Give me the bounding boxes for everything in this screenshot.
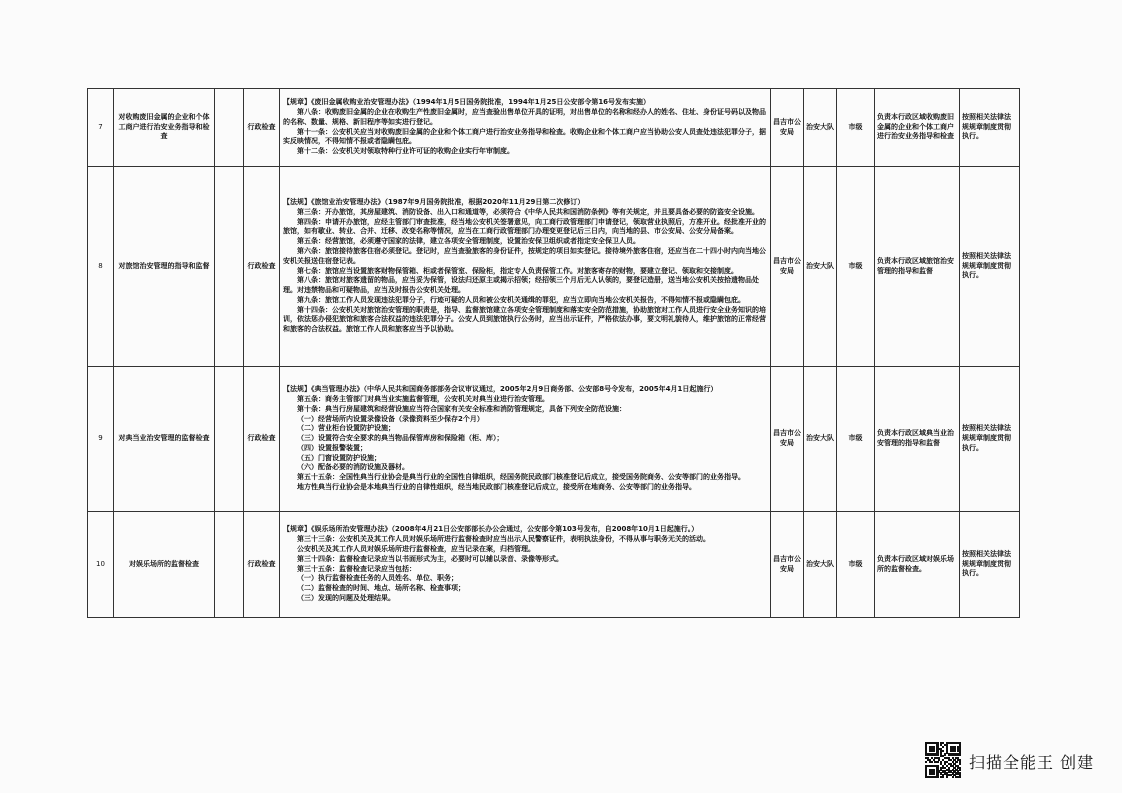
- implementing-subject-cell: 昌吉市公安局: [771, 167, 804, 367]
- level-cell: 市级: [837, 89, 875, 167]
- legal-basis-clause: 第六条：旅馆接待旅客住宿必须登记。登记时，应当查验旅客的身份证件，按规定的项目如实登记。接待境外旅客住宿，还应当在二十四小时内向当地公安机关报送住宿登记表。: [283, 246, 766, 265]
- legal-basis-clause: 第九条：旅馆工作人员发现违法犯罪分子，行迹可疑的人员和被公安机关通缉的罪犯，应当立即向当地公安机关报告，不得知情不报或隐瞒包庇。: [297, 295, 745, 304]
- legal-basis-clause: 第八条：旅馆对旅客遗留的物品，应当妥为保管，设法归还原主或揭示招领；经招领三个月后无人认领的，要登记造册，送当地公安机关按拾遗物品处理。对违禁物品和可疑物品，应当及时报告公安机关处理。: [283, 276, 759, 295]
- legal-basis-title: 【规章】《废旧金属收购业治安管理办法》（1994年1月5日国务院批准，1994年1月25日公安部令第16号发布实施）: [283, 98, 651, 107]
- blank-cell: [215, 167, 244, 367]
- legal-basis-clause: 第五条：商务主管部门对典当业实施监督管理，公安机关对典当业进行治安管理。: [297, 394, 549, 403]
- legal-basis-title: 【法规】《典当管理办法》（中华人民共和国商务部部务会议审议通过，2005年2月9日商务部、公安部8号令发布，2005年4月1日起施行）: [283, 385, 718, 394]
- row-number-cell: 7: [88, 89, 114, 167]
- legal-basis-clause: （一）执行监督检查任务的人员姓名、单位、职务；: [297, 574, 458, 583]
- accountability-cell: 按照相关法律法规规章制度贯彻执行。: [960, 512, 1020, 618]
- legal-basis-clause: （三）发现的问题及处理结果。: [297, 593, 395, 602]
- qr-code-icon: [925, 742, 961, 778]
- table-row: [88, 512, 1020, 618]
- responsibility-cell: 负责本行政区域收购废旧金属的企业和个体工商户进行治安业务指导和检查: [875, 89, 960, 167]
- responsibility-cell: 负责本行政区域对娱乐场所的监督检查。: [875, 512, 960, 618]
- scanner-brand-text: 扫描全能王 创建: [969, 753, 1095, 772]
- legal-basis-clause: 第三十五条：监督检查记录应当包括：: [297, 564, 416, 573]
- legal-basis-cell: [280, 512, 771, 618]
- legal-basis-title: 【法规】《旅馆业治安管理办法》（1987年9月国务院批准，根据2020年11月29日第二次修订）: [283, 197, 585, 206]
- legal-basis-clause: 公安机关及其工作人员对娱乐场所进行监督检查，应当记录在案，归档管理。: [297, 544, 535, 553]
- legal-basis-clause: （二）监督检查的时间、地点、场所名称、检查事项；: [297, 584, 465, 593]
- item-name-cell: 对旅馆治安管理的指导和监督: [114, 167, 215, 367]
- implementing-subject-cell: 昌吉市公安局: [771, 367, 804, 512]
- row-number-cell: 10: [88, 512, 114, 618]
- implementing-subject-cell: 昌吉市公安局: [771, 512, 804, 618]
- legal-basis-clause: 第三十四条：监督检查记录应当以书面形式为主，必要时可以辅以录音、录像等形式。: [297, 554, 563, 563]
- legal-basis-clause: 地方性典当行业协会是本地典当行业的自律性组织，经当地民政部门核准登记后成立，接受所在地商务、公安等部门的业务指导。: [297, 483, 696, 492]
- legal-basis-clause: 第三条：开办旅馆，其房屋建筑、消防设备、出入口和通道等，必须符合《中华人民共和国消防条例》等有关规定，并且要具备必要的防盗安全设施。: [297, 207, 759, 216]
- table-row: [88, 89, 1020, 167]
- power-list-table: [87, 88, 1020, 618]
- legal-basis-clause: 第十条：典当行房屋建筑和经营设施应当符合国家有关安全标准和消防管理规定，具备下列安全防范设施：: [297, 404, 626, 413]
- legal-basis-clause: 第三十三条：公安机关及其工作人员对娱乐场所进行监督检查时应当出示人民警察证件，表明执法身份，不得从事与职务无关的活动。: [297, 535, 710, 544]
- table-row: [88, 167, 1020, 367]
- legal-basis-clause: （一）经营场所内设置录像设备（录像资料至少保存2个月）: [297, 414, 484, 423]
- responsible-unit-cell: 治安大队: [804, 167, 837, 367]
- legal-basis-clause: 第五条：经营旅馆，必须遵守国家的法律，建立各项安全管理制度，设置治安保卫组织或者指定安全保卫人员。: [297, 237, 640, 246]
- legal-basis-clause: （二）营业柜台设置防护设施；: [297, 424, 395, 433]
- responsible-unit-cell: 治安大队: [804, 89, 837, 167]
- power-type-cell: 行政检查: [244, 367, 280, 512]
- accountability-cell: 按照相关法律法规规章制度贯彻执行。: [960, 89, 1020, 167]
- level-cell: 市级: [837, 512, 875, 618]
- legal-basis-clause: 第八条：收购废旧金属的企业在收购生产性废旧金属时，应当查验出售单位开具的证明，对出售单位的名称和经办人的姓名、住址、身份证号码以及物品的名称、数量、规格、新旧程序等如实进行登记。: [283, 107, 766, 126]
- level-cell: 市级: [837, 167, 875, 367]
- legal-basis-clause: 第七条：旅馆应当设置旅客财物保管箱、柜或者保管室、保险柜，指定专人负责保管工作。对旅客寄存的财物，要建立登记、领取和交接制度。: [297, 266, 738, 275]
- accountability-cell: 按照相关法律法规规章制度贯彻执行。: [960, 367, 1020, 512]
- level-cell: 市级: [837, 367, 875, 512]
- legal-basis-clause: 第四条：申请开办旅馆，应经主管部门审查批准，经当地公安机关签署意见，向工商行政管理部门申请登记，领取营业执照后，方准开业。经批准开业的旅馆，如有歇业、转业、合并、迁移、改变名称等情况，应当在工商行政管理部门办理变更登记后三日内，向当地的县、市公安局、公安分局备案。: [283, 217, 766, 236]
- power-type-cell: 行政检查: [244, 167, 280, 367]
- legal-basis-cell: [280, 89, 771, 167]
- blank-cell: [215, 89, 244, 167]
- row-number-cell: 8: [88, 167, 114, 367]
- legal-basis-clause: （三）设置符合安全要求的典当物品保管库房和保险箱（柜、库）；: [297, 434, 504, 443]
- power-type-cell: 行政检查: [244, 89, 280, 167]
- legal-basis-clause: （五）门窗设置防护设施；: [297, 453, 381, 462]
- item-name-cell: 对典当业治安管理的监督检查: [114, 367, 215, 512]
- legal-basis-cell: [280, 367, 771, 512]
- responsible-unit-cell: 治安大队: [804, 512, 837, 618]
- scanner-watermark: [925, 740, 1105, 780]
- item-name-cell: 对娱乐场所的监督检查: [114, 512, 215, 618]
- accountability-cell: 按照相关法律法规规章制度贯彻执行。: [960, 167, 1020, 367]
- table-row: [88, 367, 1020, 512]
- responsibility-cell: 负责本行政区域旅馆治安管理的指导和监督: [875, 167, 960, 367]
- legal-basis-clause: 第十四条：公安机关对旅馆治安管理的职责是，指导、监督旅馆建立各项安全管理制度和落实安全防范措施，协助旅馆对工作人员进行安全业务知识的培训，依法惩办侵犯旅馆和旅客合法权益的违法犯罪分子。公安人员到旅馆执行公务时，应当出示证件，严格依法办事，要文明礼貌待人，维护旅馆的正常经营和旅客的合法权益。旅馆工作人员和旅客应当予以协助。: [283, 305, 766, 334]
- legal-basis-cell: [280, 167, 771, 367]
- implementing-subject-cell: 昌吉市公安局: [771, 89, 804, 167]
- legal-basis-title: 【规章】《娱乐场所治安管理办法》（2008年4月21日公安部部长办公会通过，公安部令第103号发布，自2008年10月1日起施行。）: [283, 525, 699, 534]
- row-number-cell: 9: [88, 367, 114, 512]
- legal-basis-clause: 第十一条：公安机关应当对收购废旧金属的企业和个体工商户进行治安业务指导和检查。收购企业和个体工商户应当协助公安人员查处违法犯罪分子，据实反映情况，不得知情不报或者隐瞒包庇。: [283, 127, 766, 146]
- responsibility-cell: 负责本行政区域典当业治安管理的指导和监督: [875, 367, 960, 512]
- legal-basis-clause: 第十二条：公安机关对领取特种行业许可证的收购企业实行年审制度。: [297, 147, 514, 156]
- legal-basis-clause: （六）配备必要的消防设施及器材。: [297, 463, 409, 472]
- blank-cell: [215, 512, 244, 618]
- legal-basis-clause: 第五十五条：全国性典当行业协会是典当行业的全国性自律组织，经国务院民政部门核准登记后成立，接受国务院商务、公安等部门的业务指导。: [297, 473, 745, 482]
- blank-cell: [215, 367, 244, 512]
- responsible-unit-cell: 治安大队: [804, 367, 837, 512]
- item-name-cell: 对收购废旧金属的企业和个体工商户进行治安业务指导和检查: [114, 89, 215, 167]
- power-type-cell: 行政检查: [244, 512, 280, 618]
- legal-basis-clause: （四）设置报警装置；: [297, 443, 367, 452]
- table-body: [88, 89, 1020, 618]
